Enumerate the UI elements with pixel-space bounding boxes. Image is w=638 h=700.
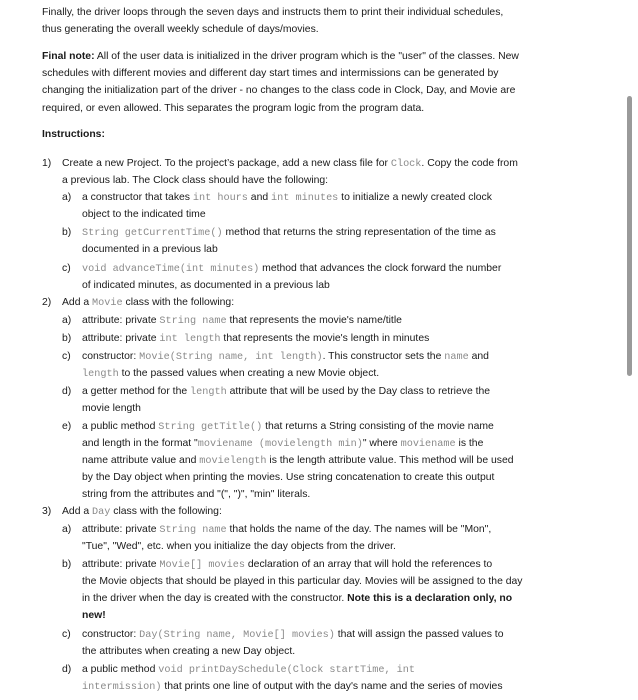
sub-marker: a) <box>62 524 72 535</box>
item-text: is the <box>455 438 484 449</box>
sub-marker: d) <box>62 664 72 675</box>
code-span: Day <box>92 507 111 518</box>
code-span: String name <box>159 316 227 327</box>
item-text: attribute: private <box>82 524 160 535</box>
item-text: to the passed values when creating a new Movie object. <box>118 368 380 379</box>
sub-item <box>82 626 560 644</box>
item-text: to initialize a newly created clock <box>338 192 492 203</box>
list-number: 2) <box>42 297 52 308</box>
item-text: Create a new Project. To the project’s package, add a new class file for <box>62 158 391 169</box>
item-text: . This constructor sets the <box>322 351 445 362</box>
item-text: a public method <box>82 421 159 432</box>
item-text: attribute: private <box>82 559 160 570</box>
item-text: that prints one line of output with the day's name and the series of movies <box>161 681 503 692</box>
item-text: the Movie objects that should be played in this particular day. Movies will be assigned to the day <box>82 576 523 587</box>
code-span: length <box>190 387 227 398</box>
item-text: of indicated minutes, as documented in a previous lab <box>82 280 330 291</box>
intro-line: Finally, the driver loops through the seven days and instructs them to print their individual schedules, <box>42 7 504 18</box>
item-text: Add a <box>62 297 93 308</box>
item-text: that represents the movie's name/title <box>226 315 402 326</box>
item-text: attribute: private <box>82 315 160 326</box>
code-span: String getCurrentTime() <box>82 228 223 239</box>
sub-marker: c) <box>62 629 71 640</box>
sub-item <box>82 383 560 401</box>
item-text: attribute: private <box>82 333 160 344</box>
sub-marker: c) <box>62 263 71 274</box>
item-text: in the driver when the day is created with the constructor. <box>82 593 348 604</box>
item-text: declaration of an array that will hold the references to <box>245 559 493 570</box>
item-text: that represents the movie's length in minutes <box>220 333 430 344</box>
code-span: length <box>82 369 119 380</box>
item-text: by the Day object when printing the movies. Use string concatenation to create this output <box>82 472 495 483</box>
code-span: Movie <box>92 298 123 309</box>
item-text: that returns a String consisting of the movie name <box>262 421 494 432</box>
item-text: and <box>247 192 272 203</box>
item-text: a public method <box>82 664 159 675</box>
item-text: and <box>468 351 489 362</box>
code-span: int length <box>159 334 221 345</box>
item-text: method that returns the string representation of the time as <box>222 227 496 238</box>
emphasis-text: new! <box>82 610 106 621</box>
code-span: void advanceTime(int minutes) <box>82 264 260 275</box>
sub-item <box>82 661 560 679</box>
sub-marker: a) <box>62 192 72 203</box>
code-span: void printDaySchedule(Clock startTime, int <box>158 665 416 676</box>
final-note-line: schedules with different movies and different day start times and intermissions can be generated by <box>42 68 499 80</box>
emphasis-text: Note this is a declaration only, no <box>347 593 513 604</box>
sub-marker: b) <box>62 333 72 344</box>
code-span: name <box>444 352 469 363</box>
item-text: string from the attributes and "(", ")", "min" literals. <box>82 489 311 500</box>
code-span: int minutes <box>271 193 339 204</box>
sub-item-line <box>82 435 560 453</box>
code-span: int hours <box>192 193 248 204</box>
intro-paragraph <box>42 4 562 38</box>
sub-item <box>82 224 560 242</box>
code-span: moviename (movielength min) <box>197 439 363 450</box>
final-note-line: required, or even allowed. This separates the program logic from the program data. <box>42 102 425 114</box>
list-number: 1) <box>42 158 52 169</box>
list-item <box>62 155 518 173</box>
instructions-heading <box>42 126 562 143</box>
item-text: that holds the name of the day. The names will be "Mon", <box>226 524 492 535</box>
item-text: constructor: <box>82 351 140 362</box>
item-text: that will assign the passed values to <box>334 629 504 640</box>
code-span: Movie[] movies <box>159 560 245 571</box>
sub-item <box>82 556 560 574</box>
item-text: "Tue", "Wed", etc. when you initialize the day objects from the driver. <box>82 541 396 552</box>
item-text: object to the indicated time <box>82 209 206 220</box>
item-text: Add a <box>62 506 93 517</box>
code-span: Day(String name, Movie[] movies) <box>139 630 335 641</box>
sub-marker: e) <box>62 421 72 432</box>
item-text: documented in a previous lab <box>82 244 218 255</box>
code-span: moviename <box>400 439 456 450</box>
instructions-heading-text: Instructions: <box>42 129 105 140</box>
item-text: . Copy the code from <box>421 158 518 169</box>
sub-item <box>82 312 560 330</box>
item-text: movie length <box>82 403 141 414</box>
sub-item <box>82 189 560 207</box>
sub-item <box>82 418 560 436</box>
sub-marker: d) <box>62 386 72 397</box>
sub-item-line <box>82 678 560 696</box>
sub-item <box>82 348 560 366</box>
final-note-text: All of the user data is initialized in the driver program which is the "user" of the classes. New <box>94 51 519 62</box>
sub-item-line <box>82 607 560 624</box>
code-span: intermission) <box>82 682 162 693</box>
item-text: attribute that will be used by the Day class to retrieve the <box>226 386 491 397</box>
sub-item <box>82 330 560 348</box>
list-number: 3) <box>42 506 52 517</box>
code-span: Movie(String name, int length) <box>139 352 323 363</box>
sub-marker: a) <box>62 315 72 326</box>
final-note-line: changing the initialization part of the driver - no changes to the class code in Clock, Day, and Movie are <box>42 85 516 97</box>
code-span: String getTitle() <box>158 422 263 433</box>
sub-marker: b) <box>62 227 72 238</box>
item-text: and length in the format " <box>82 438 198 449</box>
sub-marker: b) <box>62 559 72 570</box>
item-text: " where <box>362 438 401 449</box>
sub-item <box>82 521 560 539</box>
sub-item-line <box>82 452 560 470</box>
list-item <box>62 294 234 312</box>
item-text: class with the following: <box>110 506 222 517</box>
code-span: Clock <box>390 159 422 170</box>
sub-item-line <box>82 590 560 607</box>
item-text: the attributes when creating a new Day object. <box>82 646 296 657</box>
code-span: String name <box>159 525 227 536</box>
code-span: movielength <box>199 456 267 467</box>
final-note-paragraph <box>42 48 562 117</box>
sub-item-line <box>82 365 560 383</box>
item-text: class with the following: <box>122 297 235 308</box>
item-text: is the length attribute value. This method will be used <box>266 455 514 466</box>
list-item <box>62 503 222 521</box>
item-text: a previous lab. The Clock class should have the following: <box>62 175 329 186</box>
item-text: method that advances the clock forward the number <box>259 263 502 274</box>
sub-item <box>82 260 560 278</box>
sub-marker: c) <box>62 351 71 362</box>
item-text: a constructor that takes <box>82 192 193 203</box>
final-note-label: Final note: <box>42 51 95 62</box>
item-text: name attribute value and <box>82 455 200 466</box>
scrollbar-thumb[interactable] <box>627 96 632 376</box>
item-text: a getter method for the <box>82 386 191 397</box>
item-text: constructor: <box>82 629 140 640</box>
intro-line: thus generating the overall weekly schedule of days/movies. <box>42 24 319 36</box>
